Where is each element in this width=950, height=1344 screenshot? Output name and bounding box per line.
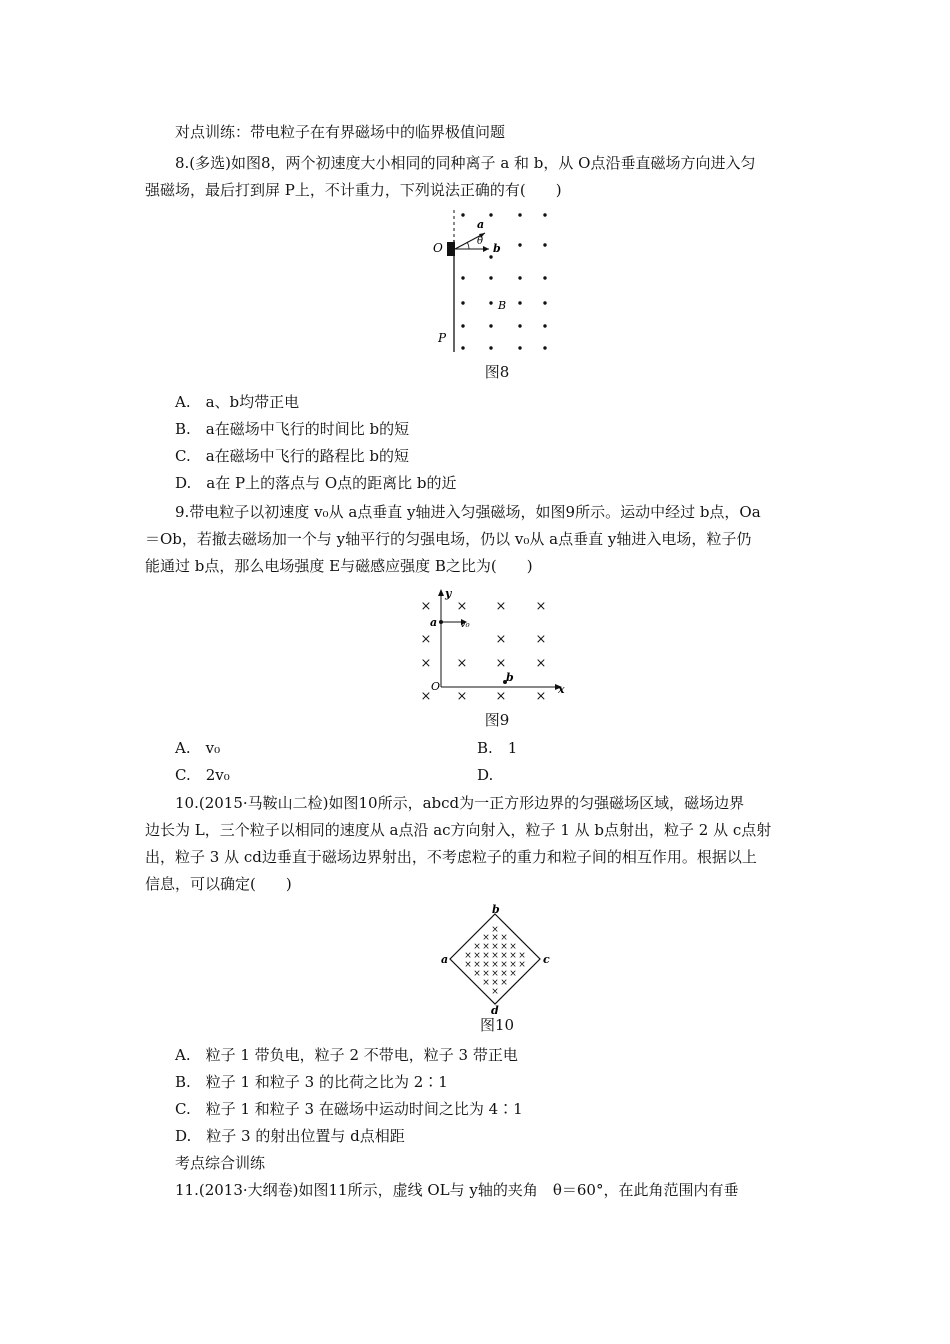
svg-text:×: × (464, 960, 472, 970)
q10-stem-line1: 10.(2015·马鞍山二检)如图10所示，abcd为一正方形边界的匀强磁场区域，磁场边界 (175, 794, 745, 812)
q9-stem-line2: ＝Ob，若撤去磁场加一个与 y轴平行的匀强电场，仍以 v₀从 a点垂直 y轴进入电场，粒子仍 (145, 530, 752, 548)
svg-text:×: × (420, 632, 432, 647)
q9-option-d: D. (477, 766, 494, 784)
svg-text:×: × (509, 942, 517, 952)
svg-text:×: × (495, 632, 507, 647)
svg-text:×: × (491, 933, 499, 943)
svg-text:×: × (491, 942, 499, 952)
svg-text:×: × (535, 599, 547, 614)
fig8-label-a: a (477, 218, 485, 231)
figure-10 (440, 904, 550, 1014)
svg-text:×: × (491, 925, 499, 935)
svg-text:×: × (500, 969, 508, 979)
svg-text:×: × (464, 951, 472, 961)
svg-text:×: × (456, 599, 468, 614)
svg-text:×: × (491, 960, 499, 970)
svg-text:×: × (509, 951, 517, 961)
section2-title: 考点综合训练 (175, 1154, 266, 1172)
svg-text:×: × (473, 951, 481, 961)
fig9-label-x: x (558, 683, 565, 696)
q10-stem-line3: 出，粒子 3 从 cd边垂直于磁场边界射出，不考虑粒子的重力和粒子间的相互作用。根据以上 (145, 848, 757, 866)
fig8-label-b: b (493, 242, 501, 255)
fig9-label-v0: v₀ (460, 619, 470, 630)
figure-9-caption: 图9 (484, 711, 510, 729)
fig10-label-c: c (543, 953, 550, 966)
q8-option-d: D. a在 P上的落点与 O点的距离比 b的近 (175, 474, 457, 492)
q8-stem-line1: 8.(多选)如图8，两个初速度大小相同的同种离子 a 和 b，从 O点沿垂直磁场方向进入匀 (175, 154, 756, 172)
svg-text:×: × (456, 656, 468, 671)
svg-text:×: × (420, 656, 432, 671)
q9-option-c: C. 2v₀ (175, 766, 230, 784)
svg-text:×: × (495, 656, 507, 671)
svg-text:×: × (482, 978, 490, 988)
svg-text:×: × (482, 942, 490, 952)
figure-9 (410, 587, 570, 707)
q8-option-a: A. a、b均带正电 (175, 393, 300, 411)
fig8-label-O: O (433, 241, 443, 255)
fig10-label-b: b (492, 904, 500, 916)
fig10-label-d: d (491, 1004, 499, 1014)
q9-option-b: B. 1 (477, 739, 518, 757)
svg-text:×: × (518, 951, 526, 961)
svg-text:×: × (482, 951, 490, 961)
svg-text:×: × (500, 933, 508, 943)
svg-text:×: × (500, 942, 508, 952)
q10-option-d: D. 粒子 3 的射出位置与 d点相距 (175, 1127, 405, 1145)
q10-stem-line4: 信息，可以确定( ) (145, 875, 292, 893)
q10-option-a: A. 粒子 1 带负电，粒子 2 不带电，粒子 3 带正电 (175, 1046, 518, 1064)
q10-stem-line2: 边长为 L，三个粒子以相同的速度从 a点沿 ac方向射入，粒子 1 从 b点射出，粒子 2 从 c点射 (145, 821, 772, 839)
svg-text:×: × (495, 599, 507, 614)
q10-option-b: B. 粒子 1 和粒子 3 的比荷之比为 2∶1 (175, 1073, 448, 1091)
svg-text:×: × (509, 969, 517, 979)
svg-text:×: × (491, 978, 499, 988)
svg-text:×: × (473, 960, 481, 970)
svg-text:×: × (518, 960, 526, 970)
q8-option-b: B. a在磁场中飞行的时间比 b的短 (175, 420, 410, 438)
svg-text:×: × (482, 933, 490, 943)
q10-option-c: C. 粒子 1 和粒子 3 在磁场中运动时间之比为 4∶1 (175, 1100, 523, 1118)
q9-stem-line3: 能通过 b点，那么电场强度 E与磁感应强度 B之比为( ) (145, 557, 533, 575)
q11-stem-line1: 11.(2013·大纲卷)如图11所示，虚线 OL与 y轴的夹角 θ＝60°，在此角范围内有垂 (175, 1181, 739, 1199)
section-title: 对点训练：带电粒子在有界磁场中的临界极值问题 (175, 123, 506, 141)
figure-8 (425, 208, 565, 358)
svg-text:×: × (535, 632, 547, 647)
fig9-label-b: b (506, 671, 514, 684)
fig8-label-B: B (498, 299, 507, 312)
svg-text:×: × (509, 960, 517, 970)
fig8-label-theta: θ (477, 236, 484, 247)
svg-text:×: × (420, 689, 432, 704)
svg-text:×: × (491, 987, 499, 997)
svg-text:×: × (456, 689, 468, 704)
figure-10-caption: 图10 (479, 1016, 515, 1034)
svg-text:×: × (491, 951, 499, 961)
svg-text:×: × (500, 960, 508, 970)
q8-option-c: C. a在磁场中飞行的路程比 b的短 (175, 447, 410, 465)
fig9-label-a: a (430, 616, 438, 629)
q8-stem-line2: 强磁场，最后打到屏 P上，不计重力，下列说法正确的有( ) (145, 181, 562, 199)
fig8-label-P: P (438, 331, 447, 345)
svg-text:×: × (535, 689, 547, 704)
figure-8-caption: 图8 (484, 363, 510, 381)
svg-text:×: × (420, 599, 432, 614)
svg-text:×: × (473, 942, 481, 952)
q9-stem-line1: 9.带电粒子以初速度 v₀从 a点垂直 y轴进入匀强磁场，如图9所示。运动中经过 b点，Oa (175, 503, 761, 521)
svg-text:×: × (491, 969, 499, 979)
fig9-label-y: y (445, 587, 452, 600)
svg-text:×: × (473, 969, 481, 979)
svg-text:×: × (500, 978, 508, 988)
svg-text:×: × (500, 951, 508, 961)
svg-text:×: × (495, 689, 507, 704)
svg-text:×: × (482, 969, 490, 979)
svg-text:×: × (482, 960, 490, 970)
fig10-label-a: a (441, 953, 449, 966)
fig9-label-O: O (431, 680, 441, 693)
q9-option-a: A. v₀ (175, 739, 221, 757)
svg-text:×: × (535, 656, 547, 671)
